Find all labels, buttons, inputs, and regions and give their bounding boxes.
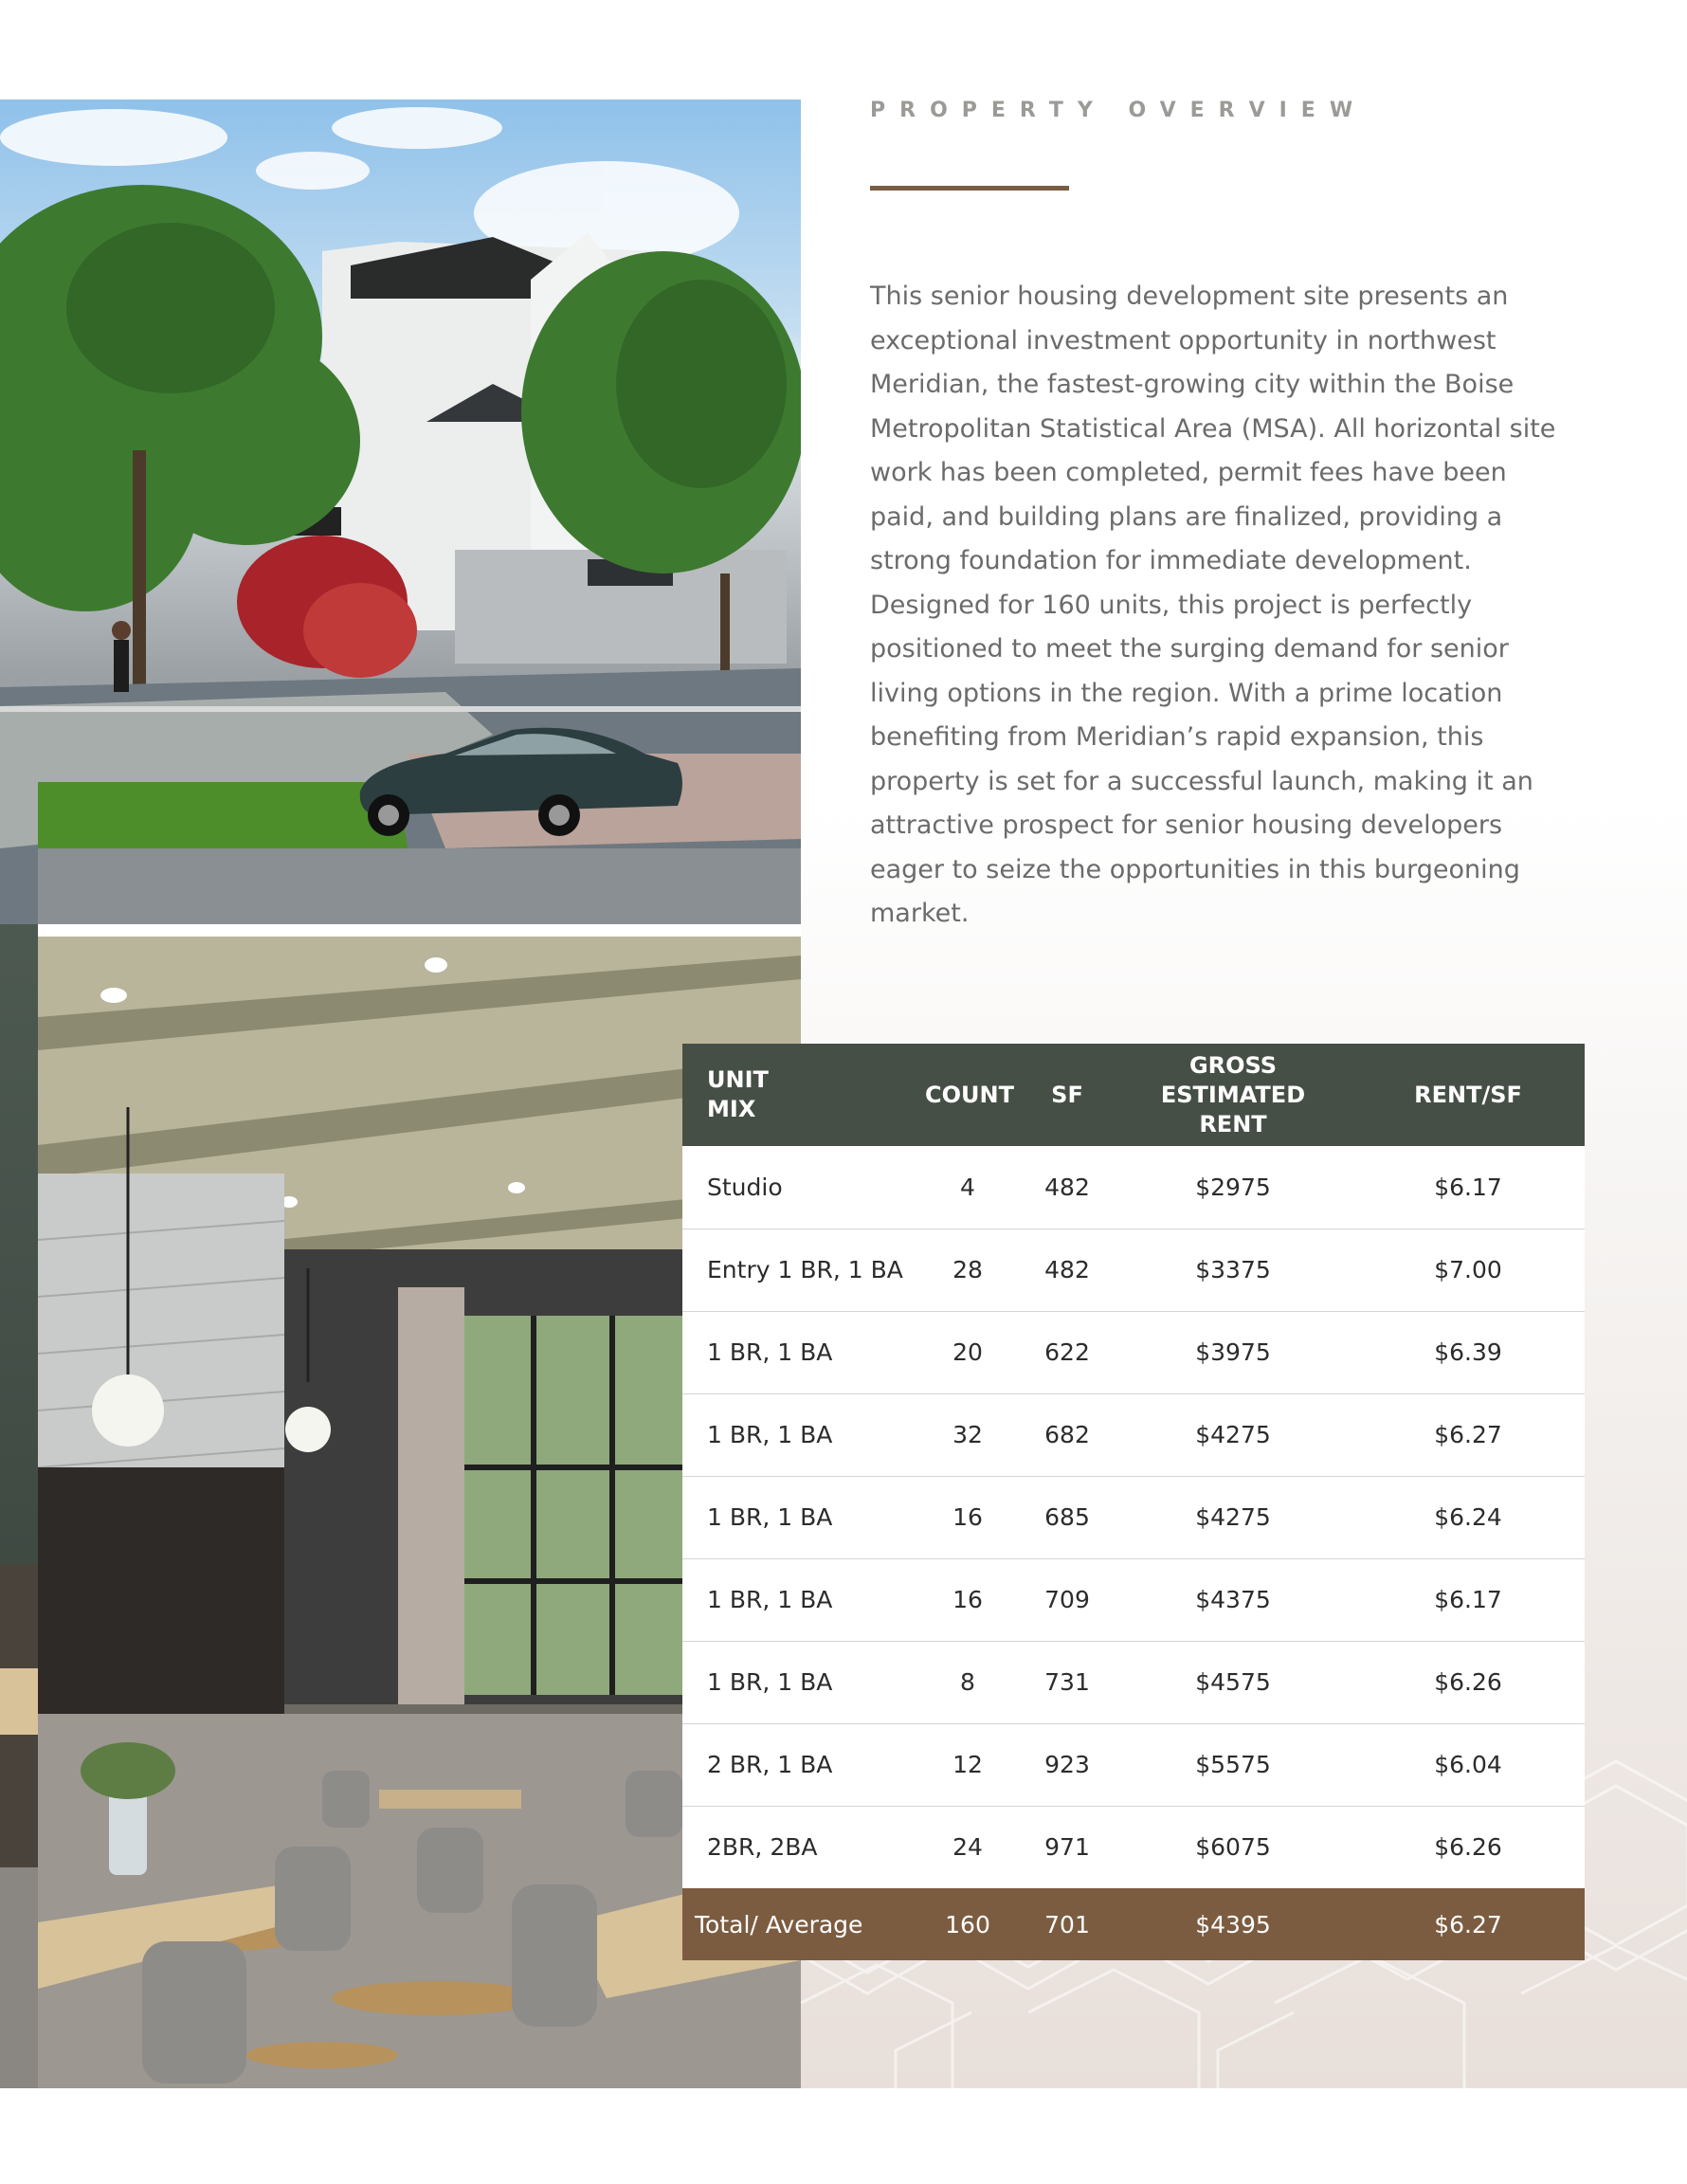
table-row [682, 1641, 1585, 1723]
table-row [682, 1146, 1585, 1228]
cell-rent: $3975 [1115, 1311, 1351, 1393]
cell-sf: 685 [1020, 1476, 1115, 1558]
cell-rent-sf: $6.27 [1351, 1393, 1585, 1476]
cell-unit: Studio [707, 1173, 783, 1201]
cell-rent: $4275 [1115, 1476, 1351, 1558]
cell-unit: Entry 1 BR, 1 BA [682, 1228, 916, 1311]
header-sf: SF [1051, 1081, 1083, 1108]
cell-rent: $2975 [1195, 1173, 1271, 1201]
header-unit-mix-line2: MIX [707, 1096, 756, 1122]
property-description: This senior housing development site presents an exceptional investment opportunity in northwest Meridian, the fastest-growing city within the Boise Metropolitan Statistical Area (MSA). All horizontal site work has been completed, permit fees have been paid, and building plans are finalized, providing a strong foundation for immediate development. Designed for 160 units, this project is perfectly positioned to meet the surging demand for senior living options in the region. With a prime location benefiting from Meridian’s rapid expansion, this property is set for a successful launch, making it an attractive prospect for senior housing developers eager to seize the opportunities in this burgeoning market. [870, 282, 1556, 928]
cell-rent-sf: $6.17 [1434, 1173, 1502, 1201]
header-gross-rent [1115, 1044, 1351, 1146]
watermark-text: INTERMOUNTAIN [1430, 2102, 1679, 2134]
cell-rent: $3375 [1115, 1228, 1351, 1311]
header-gross-line1: GROSS [1188, 1051, 1278, 1079]
cell-count: 28 [916, 1228, 1020, 1311]
cell-rent: $4575 [1115, 1641, 1351, 1723]
cell-rent: $5575 [1115, 1723, 1351, 1806]
table-row [682, 1228, 1585, 1311]
interior-left-illustration [0, 1564, 38, 2088]
cell-count: 16 [916, 1558, 1020, 1641]
header-rent-sf: RENT/SF [1414, 1081, 1522, 1108]
cell-unit: 1 BR, 1 BA [682, 1558, 916, 1641]
cell-unit: 1 BR, 1 BA [682, 1393, 916, 1476]
cell-unit: 1 BR, 1 BA [682, 1476, 916, 1558]
interior-rendering-left-strip [0, 1564, 38, 2088]
cell-sf: 682 [1020, 1393, 1115, 1476]
cell-rent-sf: $6.26 [1351, 1641, 1585, 1723]
exterior-rendering-image [0, 100, 801, 924]
unit-mix-table [682, 1044, 1585, 1960]
accent-rule [870, 186, 1069, 191]
header-gross-line2: ESTIMATED RENT [1160, 1081, 1306, 1138]
section-eyebrow: PROPERTY OVERVIEW [870, 99, 1368, 122]
cell-count: 24 [916, 1806, 1020, 1888]
table-row [682, 1311, 1585, 1393]
cell-sf: 709 [1020, 1558, 1115, 1641]
cell-rent: $4375 [1115, 1558, 1351, 1641]
table-row [682, 1393, 1585, 1476]
table-row [682, 1558, 1585, 1641]
exterior-illustration [0, 100, 801, 924]
cell-rent: $4275 [1115, 1393, 1351, 1476]
table-row [682, 1806, 1585, 1888]
cell-count: 20 [916, 1311, 1020, 1393]
cell-count: 32 [916, 1393, 1020, 1476]
cell-rent-sf: $6.26 [1351, 1806, 1585, 1888]
cell-sf: 971 [1020, 1806, 1115, 1888]
table-row [682, 1476, 1585, 1558]
cell-count: 8 [916, 1641, 1020, 1723]
cell-sf: 923 [1020, 1723, 1115, 1806]
cell-count: 12 [916, 1723, 1020, 1806]
cell-rent-sf: $6.39 [1351, 1311, 1585, 1393]
header-unit-mix [682, 1044, 916, 1146]
total-sf: 701 [1044, 1910, 1090, 1938]
cell-sf: 731 [1020, 1641, 1115, 1723]
cell-unit: 2BR, 2BA [682, 1806, 916, 1888]
total-label: Total/ Average [695, 1910, 863, 1938]
cell-sf: 622 [1020, 1311, 1115, 1393]
total-count: 160 [945, 1910, 990, 1938]
cell-count: 16 [916, 1476, 1020, 1558]
table-header-row [682, 1044, 1585, 1146]
table-row [682, 1723, 1585, 1806]
cell-rent-sf: $6.17 [1351, 1558, 1585, 1641]
cell-unit: 2 BR, 1 BA [682, 1723, 916, 1806]
cell-rent: $6075 [1115, 1806, 1351, 1888]
cell-sf: 482 [1044, 1173, 1090, 1201]
cell-rent-sf: $6.04 [1351, 1723, 1585, 1806]
cell-sf: 482 [1020, 1228, 1115, 1311]
cell-rent-sf: $7.00 [1351, 1228, 1585, 1311]
cell-unit: 1 BR, 1 BA [682, 1641, 916, 1723]
header-unit-mix-line1: UNIT [707, 1066, 769, 1093]
cell-rent-sf: $6.24 [1351, 1476, 1585, 1558]
table-total-row [682, 1888, 1585, 1960]
cell-count: 4 [960, 1173, 975, 1201]
total-rent-sf: $6.27 [1434, 1910, 1502, 1938]
header-count: COUNT [925, 1081, 1014, 1108]
cell-unit: 1 BR, 1 BA [682, 1311, 916, 1393]
total-rent: $4395 [1195, 1910, 1271, 1938]
